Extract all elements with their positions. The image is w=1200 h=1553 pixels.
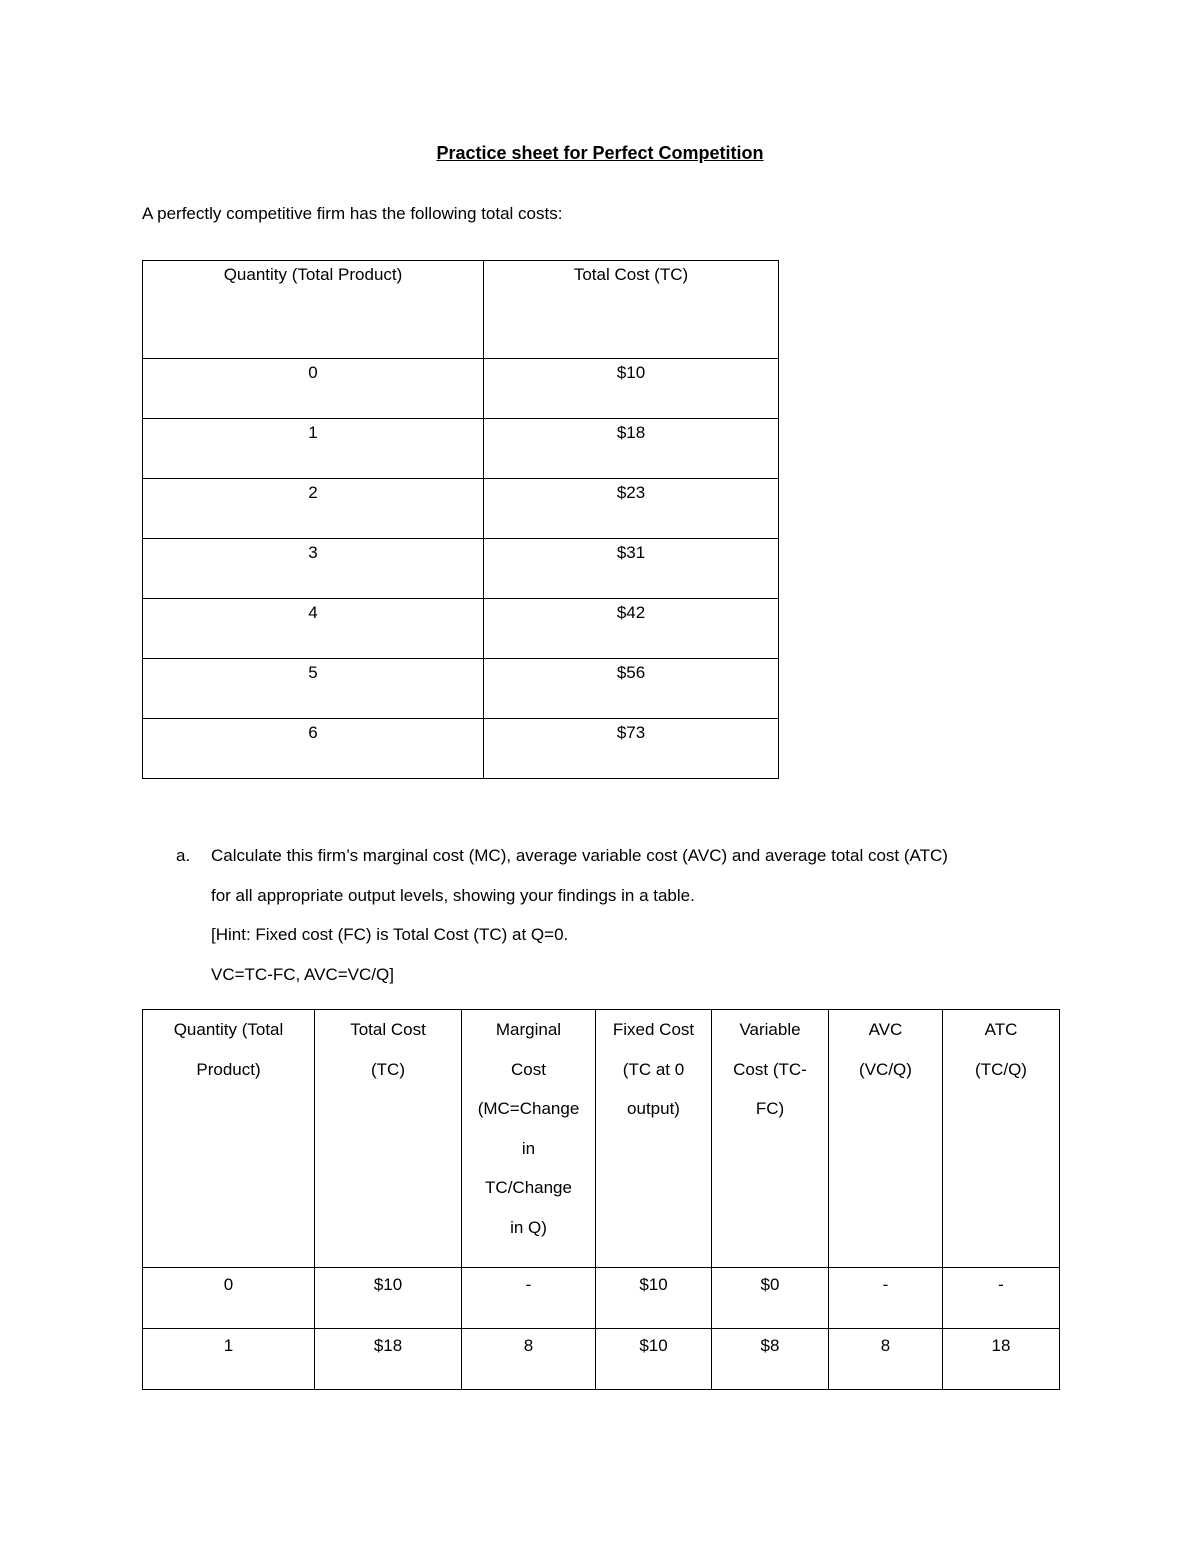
question-a [176,836,1076,994]
cell-quantity: 4 [143,599,484,659]
cell-total-cost: $10 [315,1268,462,1329]
cell-quantity: 6 [143,719,484,779]
cell-total-cost: $56 [484,659,779,719]
header-total-cost: Total Cost (TC) [315,1010,462,1268]
header-quantity: Quantity (Total Product) [143,1010,315,1268]
header-marginal-cost: Marginal Cost (MC=Change in TC/Change in Q) [462,1010,596,1268]
cell-quantity: 1 [143,1329,315,1390]
question-line: for all appropriate output levels, showing your findings in a table. [211,885,695,905]
cell-fixed-cost: $10 [596,1268,712,1329]
header-atc: ATC (TC/Q) [943,1010,1060,1268]
cell-variable-cost: $8 [712,1329,829,1390]
table-row [143,719,779,779]
table-row [143,539,779,599]
cell-quantity: 0 [143,359,484,419]
table-row [143,599,779,659]
header-fixed-cost: Fixed Cost (TC at 0 output) [596,1010,712,1268]
cell-quantity: 0 [143,1268,315,1329]
cell-avc: 8 [829,1329,943,1390]
cell-marginal-cost: - [462,1268,596,1329]
cell-atc: 18 [943,1329,1060,1390]
table-row [143,419,779,479]
header-total-cost: Total Cost (TC) [484,261,779,359]
cell-marginal-cost: 8 [462,1329,596,1390]
cell-total-cost: $23 [484,479,779,539]
cell-quantity: 1 [143,419,484,479]
cell-variable-cost: $0 [712,1268,829,1329]
header-quantity: Quantity (Total Product) [143,261,484,359]
hint-line: VC=TC-FC, AVC=VC/Q] [211,964,394,984]
cell-total-cost: $10 [484,359,779,419]
cell-total-cost: $31 [484,539,779,599]
cell-quantity: 2 [143,479,484,539]
table-header-row [143,261,779,359]
hint-line: [Hint: Fixed cost (FC) is Total Cost (TC) at Q=0. [211,925,569,944]
cell-total-cost: $73 [484,719,779,779]
cell-avc: - [829,1268,943,1329]
cell-quantity: 3 [143,539,484,599]
list-marker: a. [176,846,191,865]
cost-calculation-table [142,1009,1060,1390]
header-avc: AVC (VC/Q) [829,1010,943,1268]
page-title: Practice sheet for Perfect Competition [436,143,764,163]
table-row [143,359,779,419]
cell-total-cost: $18 [484,419,779,479]
total-cost-table [142,260,779,779]
intro-text: A perfectly competitive firm has the following total costs: [142,204,563,223]
cell-atc: - [943,1268,1060,1329]
cell-total-cost: $42 [484,599,779,659]
cell-fixed-cost: $10 [596,1329,712,1390]
cell-total-cost: $18 [315,1329,462,1390]
table-row [143,1329,1060,1390]
header-variable-cost: Variable Cost (TC- FC) [712,1010,829,1268]
table-row [143,659,779,719]
table-row [143,479,779,539]
cell-quantity: 5 [143,659,484,719]
table-header-row [143,1010,1060,1268]
table-row [143,1268,1060,1329]
question-line: Calculate this firm’s marginal cost (MC), average variable cost (AVC) and average total cost (ATC) [211,846,948,865]
